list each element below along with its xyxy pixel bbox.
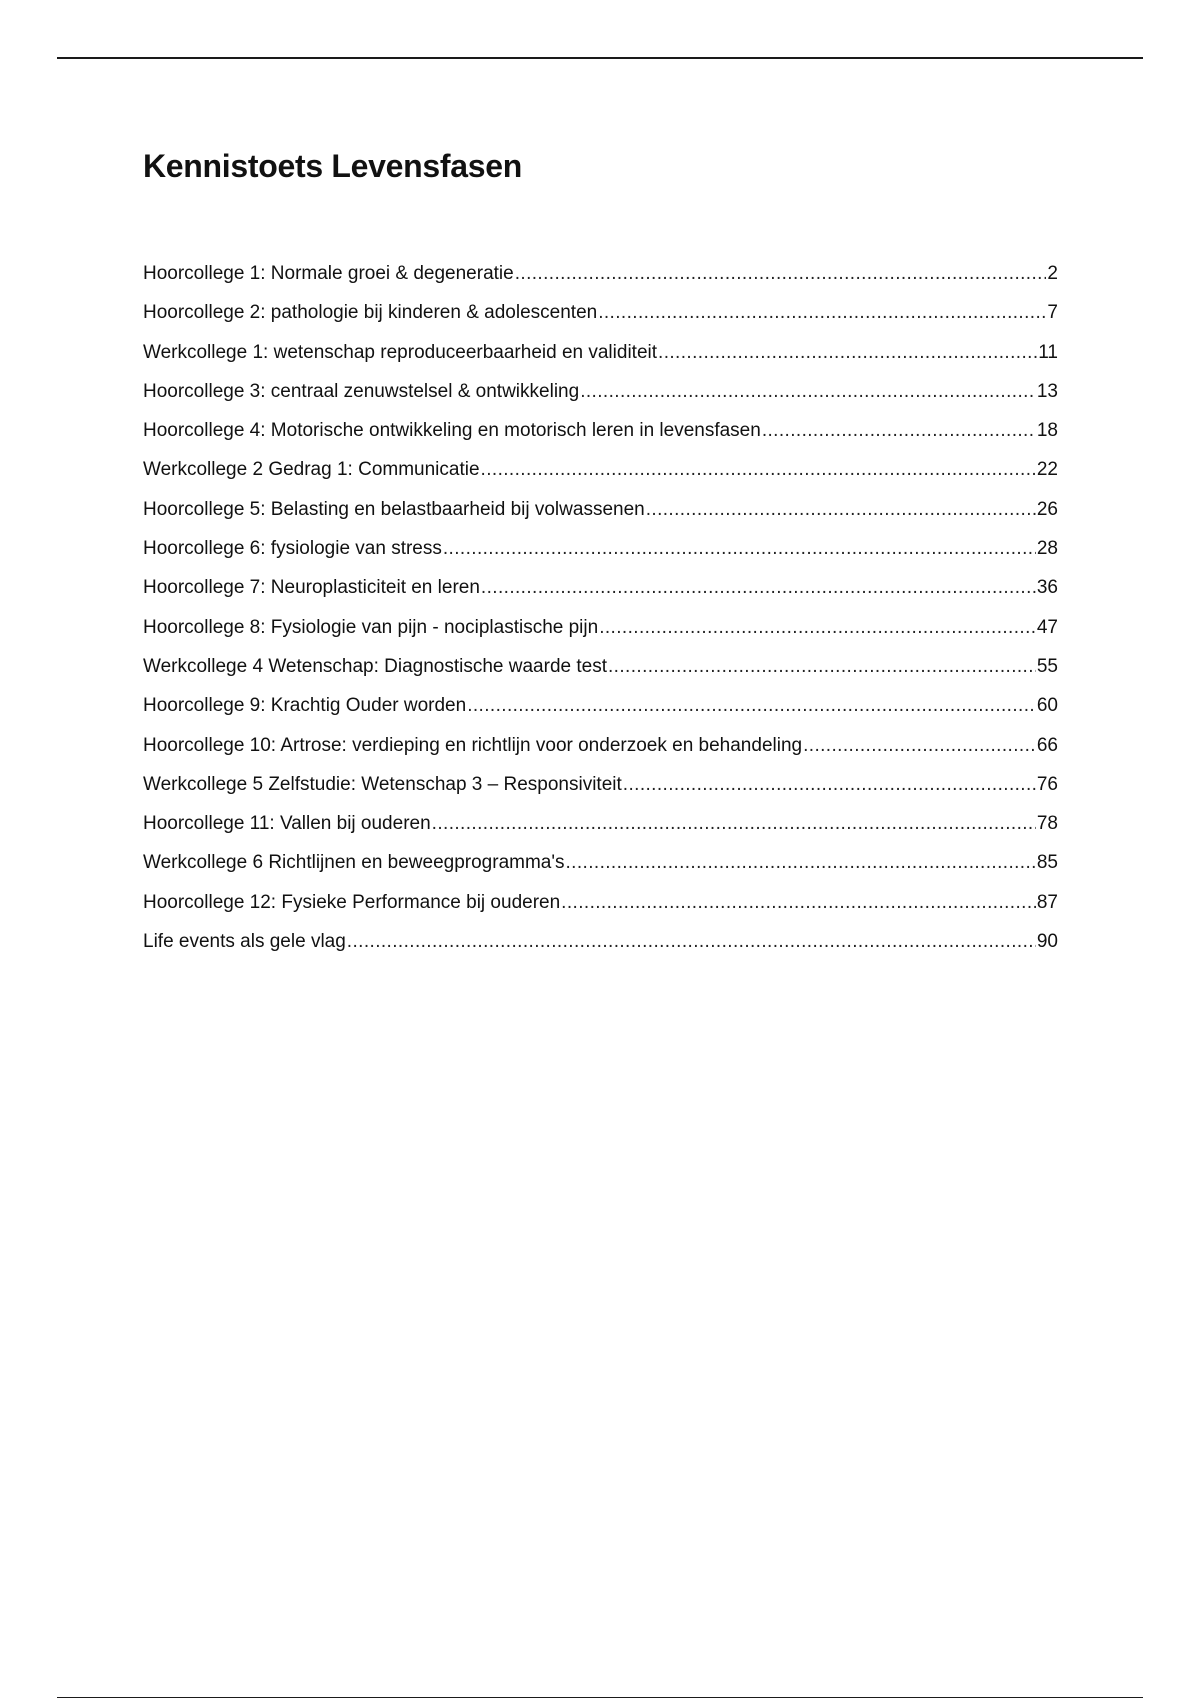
toc-dot-leader [658,338,1037,368]
toc-dot-leader [566,848,1036,878]
toc-dot-leader [515,259,1047,289]
toc-entry-page: 28 [1036,538,1058,560]
toc-entry[interactable] [143,455,1058,494]
toc-entry[interactable] [143,298,1058,337]
toc-entry-page: 87 [1036,891,1058,913]
toc-dot-leader [646,495,1036,525]
toc-entry-label: Werkcollege 1: wetenschap reproduceerbaarheid en validiteit [143,341,658,363]
toc-entry-page: 55 [1036,655,1058,677]
toc-entry-page: 90 [1036,931,1058,953]
toc-entry-label: Werkcollege 6 Richtlijnen en beweegprogramma's [143,852,565,874]
toc-entry[interactable] [143,848,1058,887]
toc-dot-leader [443,534,1036,564]
toc-entry-page: 11 [1038,341,1058,363]
toc-entry-page: 18 [1036,420,1058,442]
toc-entry-page: 66 [1036,734,1058,756]
toc-entry-page: 47 [1036,616,1058,638]
toc-entry-label: Hoorcollege 3: centraal zenuwstelsel & ontwikkeling [143,380,580,402]
toc-entry[interactable] [143,377,1058,416]
toc-entry[interactable] [143,652,1058,691]
toc-dot-leader [598,298,1046,328]
toc-entry[interactable] [143,770,1058,809]
toc-entry-page: 2 [1047,263,1058,284]
toc-entry[interactable] [143,338,1058,377]
toc-dot-leader [432,809,1036,839]
toc-entry-label: Hoorcollege 1: Normale groei & degeneratie [143,263,514,284]
toc-dot-leader [623,770,1036,800]
page-title: Kennistoets Levensfasen [143,148,523,184]
toc-entry-label: Hoorcollege 10: Artrose: verdieping en richtlijn voor onderzoek en behandeling [143,734,803,756]
toc-entry-page: 36 [1036,577,1058,599]
toc-entry-label: Hoorcollege 8: Fysiologie van pijn - nociplastische pijn [143,616,599,638]
toc-entry[interactable] [143,495,1058,534]
toc-entry[interactable] [143,534,1058,573]
toc-entry[interactable] [143,573,1058,612]
toc-dot-leader [481,573,1036,603]
toc-entry-page: 60 [1036,695,1058,717]
toc-entry[interactable] [143,691,1058,730]
toc-entry-label: Hoorcollege 5: Belasting en belastbaarheid bij volwassenen [143,498,645,520]
toc-entry-page: 13 [1036,380,1058,402]
toc-dot-leader [467,691,1036,721]
toc-entry[interactable] [143,809,1058,848]
toc-entry-page: 85 [1036,852,1058,874]
toc-dot-leader [599,613,1036,643]
toc-entry[interactable] [143,259,1058,298]
toc-entry-label: Hoorcollege 12: Fysieke Performance bij ouderen [143,891,561,913]
header-rule [57,57,1143,59]
toc-entry-label: Hoorcollege 11: Vallen bij ouderen [143,813,431,835]
toc-entry[interactable] [143,416,1058,455]
toc-dot-leader [481,455,1036,485]
toc-entry-page: 26 [1036,498,1058,520]
toc-entry-page: 76 [1036,773,1058,795]
toc-entry-label: Hoorcollege 6: fysiologie van stress [143,538,442,560]
toc-dot-leader [580,377,1036,407]
toc-entry[interactable] [143,613,1058,652]
toc-entry-label: Life events als gele vlag [143,931,346,953]
toc-entry-page: 7 [1047,302,1058,324]
toc-entry-label: Hoorcollege 2: pathologie bij kinderen & adolescenten [143,302,598,324]
toc-entry[interactable] [143,731,1058,770]
toc-entry-page: 78 [1036,813,1058,835]
toc-dot-leader [608,652,1036,682]
toc-entry[interactable] [143,927,1058,966]
toc-entry-label: Werkcollege 2 Gedrag 1: Communicatie [143,459,480,481]
toc-entry-label: Hoorcollege 9: Krachtig Ouder worden [143,695,467,717]
toc-dot-leader [803,731,1036,761]
toc-entry-label: Werkcollege 5 Zelfstudie: Wetenschap 3 – Responsiviteit [143,773,622,795]
toc-dot-leader [347,927,1036,957]
toc-entry-label: Werkcollege 4 Wetenschap: Diagnostische waarde test [143,655,607,677]
toc-entry-page: 22 [1036,459,1058,481]
toc-dot-leader [762,416,1036,446]
table-of-contents [143,259,1058,966]
toc-dot-leader [561,888,1036,918]
toc-entry-label: Hoorcollege 7: Neuroplasticiteit en leren [143,577,480,599]
toc-entry-label: Hoorcollege 4: Motorische ontwikkeling en motorisch leren in levensfasen [143,420,761,442]
toc-entry[interactable] [143,888,1058,927]
footer-rule [57,1697,1143,1698]
